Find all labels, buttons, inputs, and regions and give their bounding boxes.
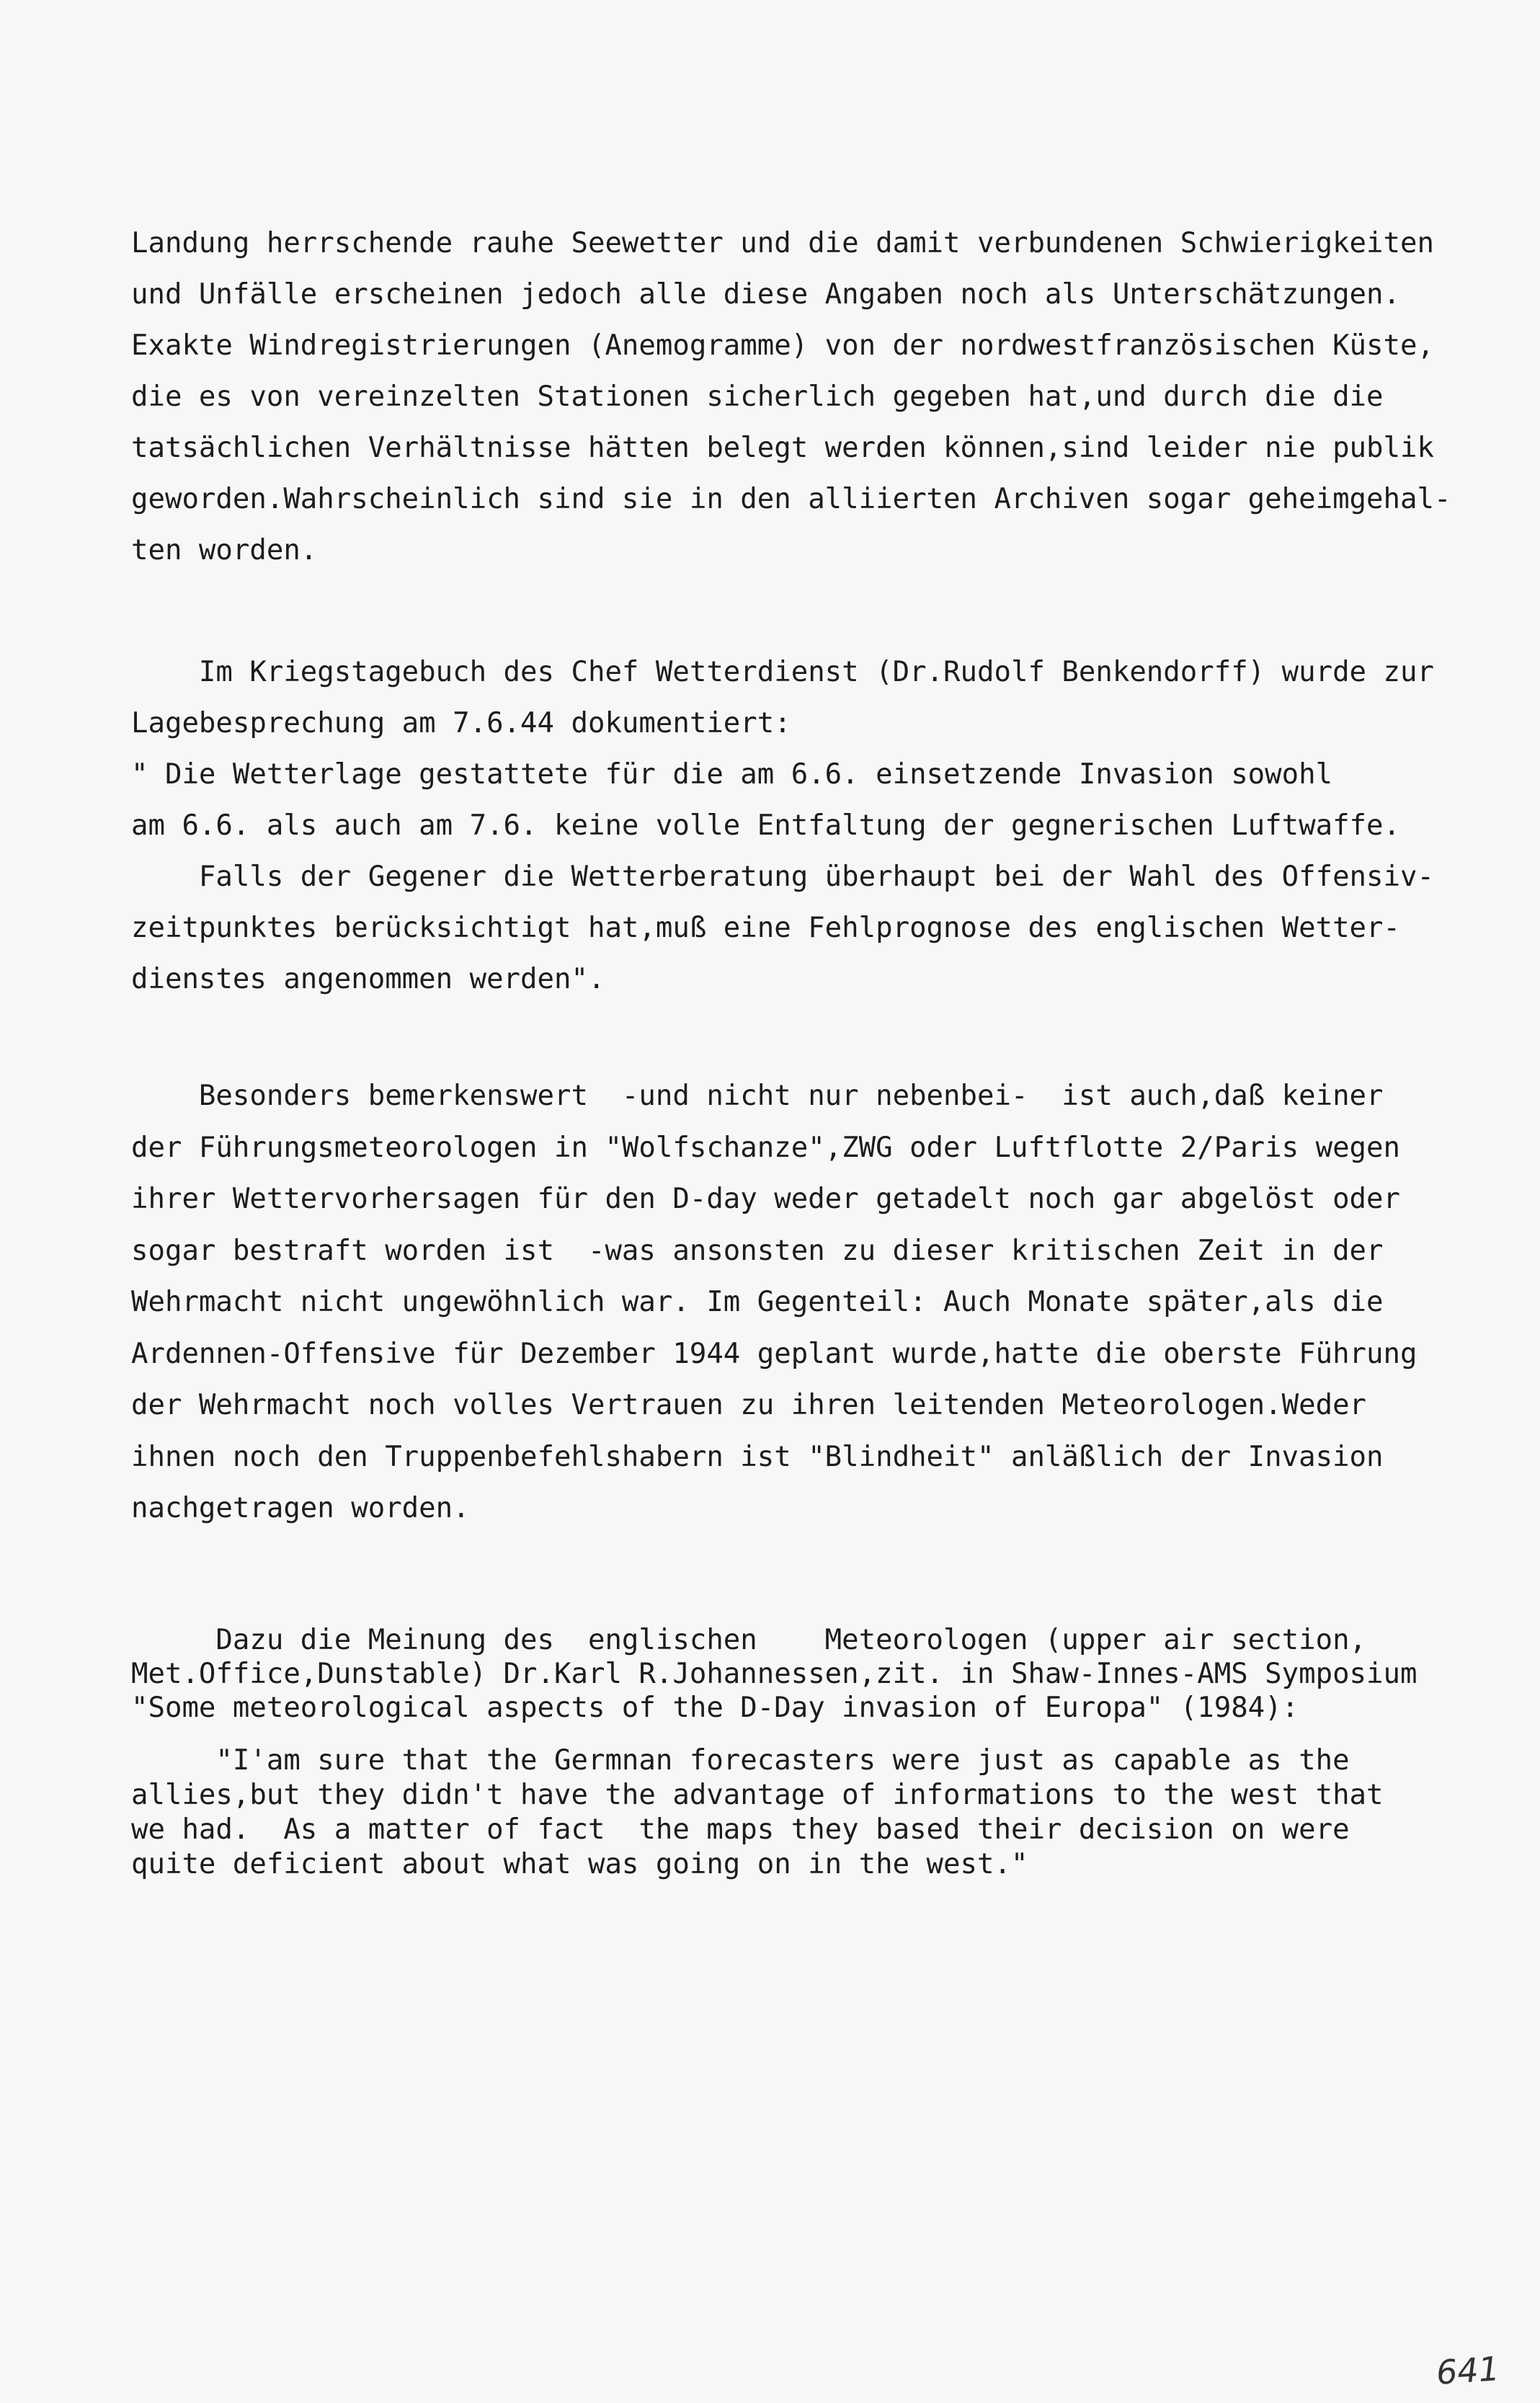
text-line: am 6.6. als auch am 7.6. keine volle Entfaltung der gegnerischen Luftwaffe. xyxy=(131,809,1400,842)
text-line: Wehrmacht nicht ungewöhnlich war. Im Gegenteil: Auch Monate später,als die xyxy=(131,1286,1384,1318)
quote-line: allies,but they didn't have the advantage of informations to the west that xyxy=(131,1779,1384,1811)
paragraph-english-opinion xyxy=(131,1623,1479,1725)
text-line: sogar bestraft worden ist -was ansonsten zu dieser kritischen Zeit in der xyxy=(131,1234,1384,1267)
quote-block xyxy=(131,1744,1479,1882)
text-line: ihrer Wettervorhersagen für den D-day weder getadelt noch gar abgelöst oder xyxy=(131,1183,1400,1215)
text-line: zeitpunktes berücksichtigt hat,muß eine Fehlprognose des englischen Wetter- xyxy=(131,912,1400,944)
text-line: "Some meteorological aspects of the D-Day invasion of Europa" (1984): xyxy=(131,1692,1299,1724)
text-line: der Führungsmeteorologen in "Wolfschanze",ZWG oder Luftflotte 2/Paris wegen xyxy=(131,1131,1400,1164)
paragraph-war-diary xyxy=(131,647,1479,1005)
text-line: Exakte Windregistrierungen (Anemogramme) von der nordwestfranzösischen Küste, xyxy=(131,329,1434,362)
text-line: Lagebesprechung am 7.6.44 dokumentiert: xyxy=(131,707,791,739)
page-number: 641 xyxy=(1435,2349,1501,2392)
text-line: nachgetragen worden. xyxy=(131,1492,470,1524)
text-line: Met.Office,Dunstable) Dr.Karl R.Johannessen,zit. in Shaw-Innes-AMS Symposium xyxy=(131,1658,1417,1690)
text-line: geworden.Wahrscheinlich sind sie in den alliierten Archiven sogar geheimgehal- xyxy=(131,483,1451,515)
text-line: ten worden. xyxy=(131,534,318,567)
text-line: Dazu die Meinung des englischen Meteorologen (upper air section, xyxy=(131,1624,1367,1656)
text-line: dienstes angenommen werden". xyxy=(131,963,605,995)
text-line: Falls der Gegener die Wetterberatung überhaupt bei der Wahl des Offensiv- xyxy=(131,861,1434,893)
text-line: tatsächlichen Verhältnisse hätten belegt werden können,sind leider nie publik xyxy=(131,432,1434,464)
quote-line: quite deficient about what was going on in the west." xyxy=(131,1848,1028,1880)
paragraph-weather-conditions xyxy=(131,218,1479,576)
text-line: " Die Wetterlage gestattete für die am 6.6. einsetzende Invasion sowohl xyxy=(131,758,1333,791)
text-line: Im Kriegstagebuch des Chef Wetterdienst (Dr.Rudolf Benkendorff) wurde zur xyxy=(131,656,1434,688)
text-line: Landung herrschende rauhe Seewetter und die damit verbundenen Schwierigkeiten xyxy=(131,227,1434,259)
text-line: Besonders bemerkenswert -und nicht nur nebenbei- ist auch,daß keiner xyxy=(131,1080,1384,1112)
text-line: ihnen noch den Truppenbefehlshabern ist "Blindheit" anläßlich der Invasion xyxy=(131,1440,1384,1473)
paragraph-meteorologists xyxy=(131,1070,1479,1534)
text-line: die es von vereinzelten Stationen sicherlich gegeben hat,und durch die die xyxy=(131,381,1384,413)
text-line: der Wehrmacht noch volles Vertrauen zu ihren leitenden Meteorologen.Weder xyxy=(131,1389,1367,1421)
quote-line: "I'am sure that the Germnan forecasters were just as capable as the xyxy=(131,1744,1350,1777)
text-line: und Unfälle erscheinen jedoch alle diese Angaben noch als Unterschätzungen. xyxy=(131,278,1400,311)
text-line: Ardennen-Offensive für Dezember 1944 geplant wurde,hatte die oberste Führung xyxy=(131,1337,1417,1370)
quote-line: we had. As a matter of fact the maps they based their decision on were xyxy=(131,1813,1350,1846)
